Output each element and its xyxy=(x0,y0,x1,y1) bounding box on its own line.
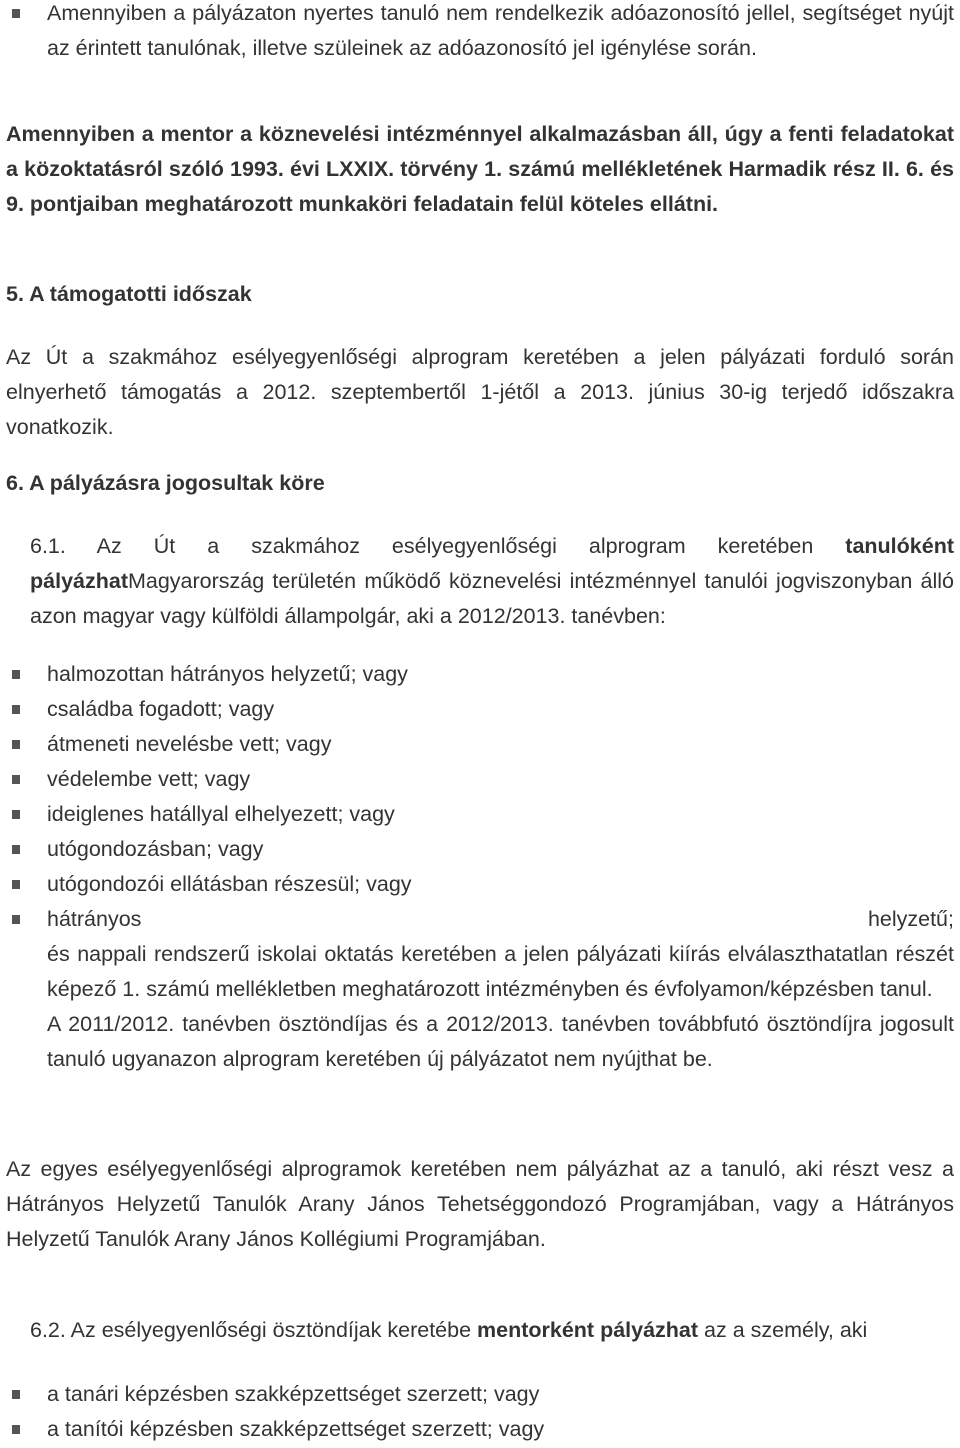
list-item xyxy=(0,657,960,692)
list-item-text: a tanári képzésben szakképzettséget szerzett; vagy xyxy=(47,1382,540,1406)
section-6-1-paragraph xyxy=(0,529,960,634)
square-bullet-icon xyxy=(12,1425,20,1434)
list-item xyxy=(0,0,960,66)
section-6-2-rest: az a személy, aki xyxy=(698,1318,868,1342)
square-bullet-icon xyxy=(12,880,20,889)
list-item-text: ideiglenes hatállyal elhelyezett; vagy xyxy=(47,802,395,826)
section-5-text: Az Út a szakmához esélyegyenlőségi alprogram keretében a jelen pályázati forduló során elnyerhető támogatás a 2012. szeptembertől 1-jétől a 2013. június 30-ig terjedő időszakra vonatkozik. xyxy=(6,345,954,439)
section-6-2-paragraph xyxy=(0,1313,960,1348)
square-bullet-icon xyxy=(12,9,20,18)
section-6-1-bold-apply: pályázhat xyxy=(30,569,128,593)
section-5-heading: 5. A támogatotti időszak xyxy=(6,282,252,306)
list-item-text: halmozottan hátrányos helyzetű; vagy xyxy=(47,662,408,686)
list-item-text: Amennyiben a pályázaton nyertes tanuló nem rendelkezik adóazonosító jellel, segítséget nyújt az érintett tanulónak, illetve szüleinek az adóazonosító jel igénylése során. xyxy=(47,1,954,60)
list-item xyxy=(0,727,960,762)
square-bullet-icon xyxy=(12,670,20,679)
square-bullet-icon xyxy=(12,915,20,924)
square-bullet-icon xyxy=(12,810,20,819)
list-item xyxy=(0,797,960,832)
list-item-text: a tanítói képzésben szakképzettséget szerzett; vagy xyxy=(47,1417,545,1441)
list-item xyxy=(0,692,960,727)
list-item xyxy=(0,832,960,867)
section-6-1-prefix: 6.1. Az Út a szakmához esélyegyenlőségi alprogram keretében xyxy=(30,534,846,558)
list-item-text: védelembe vett; vagy xyxy=(47,767,251,791)
mentor-paragraph: Amennyiben a mentor a köznevelési intézménnyel alkalmazásban áll, úgy a fenti feladatokat a közoktatásról szóló 1993. évi LXXIX. törvény 1. számú mellékletének Harmadik rész II. 6. és 9. pontjaiban meghatározott munkaköri feladatain felül köteles ellátni. xyxy=(6,122,954,216)
section-6-2-prefix: 6.2. Az esélyegyenlőségi ösztöndíjak keretébe xyxy=(30,1318,478,1342)
list-item xyxy=(0,867,960,902)
exclusion-paragraph: Az egyes esélyegyenlőségi alprogramok keretében nem pályázhat az a tanuló, aki részt vesz a Hátrányos Helyzetű Tanulók Arany János Tehetséggondozó Programjában, vagy a Hátrányos Helyzetű Tanulók Arany János Kollégiumi Programjában. xyxy=(6,1157,954,1251)
list-item-text: családba fogadott; vagy xyxy=(47,697,275,721)
section-6-heading: 6. A pályázásra jogosultak köre xyxy=(6,471,325,495)
list-item xyxy=(0,762,960,797)
list-item-text: utógondozásban; vagy xyxy=(47,837,264,861)
list-item-text: átmeneti nevelésbe vett; vagy xyxy=(47,732,332,756)
section-6-2-bold: mentorként pályázhat xyxy=(477,1318,699,1342)
list-item-continuation: és nappali rendszerű iskolai oktatás keretében a jelen pályázati kiírás elválaszthatatlan részét képező 1. számú mellékletben meghatározott intézményben és évfolyamon/képzésben tanul. xyxy=(47,942,954,1001)
student-criteria-list xyxy=(0,657,960,1077)
square-bullet-icon xyxy=(12,1390,20,1399)
list-item-last xyxy=(0,902,960,1077)
square-bullet-icon xyxy=(12,740,20,749)
list-item xyxy=(0,1412,960,1447)
list-item-note: A 2011/2012. tanévben ösztöndíjas és a 2012/2013. tanévben továbbfutó ösztöndíjra jogosult tanuló ugyanazon alprogram keretében új pályázatot nem nyújthat be. xyxy=(47,1012,954,1071)
section-6-1-bold-student: tanulóként xyxy=(845,534,954,558)
top-bullet-list xyxy=(0,0,960,66)
square-bullet-icon xyxy=(12,845,20,854)
square-bullet-icon xyxy=(12,775,20,784)
list-item-text: utógondozói ellátásban részesül; vagy xyxy=(47,872,412,896)
mentor-criteria-list xyxy=(0,1377,960,1447)
list-item-first-line: hátrányos helyzetű; xyxy=(47,907,954,931)
list-item xyxy=(0,1377,960,1412)
section-6-1-rest: Magyarország területén működő köznevelési intézménnyel tanulói jogviszonyban álló azon magyar vagy külföldi állampolgár, aki a 2012/2013. tanévben: xyxy=(30,569,954,628)
square-bullet-icon xyxy=(12,705,20,714)
